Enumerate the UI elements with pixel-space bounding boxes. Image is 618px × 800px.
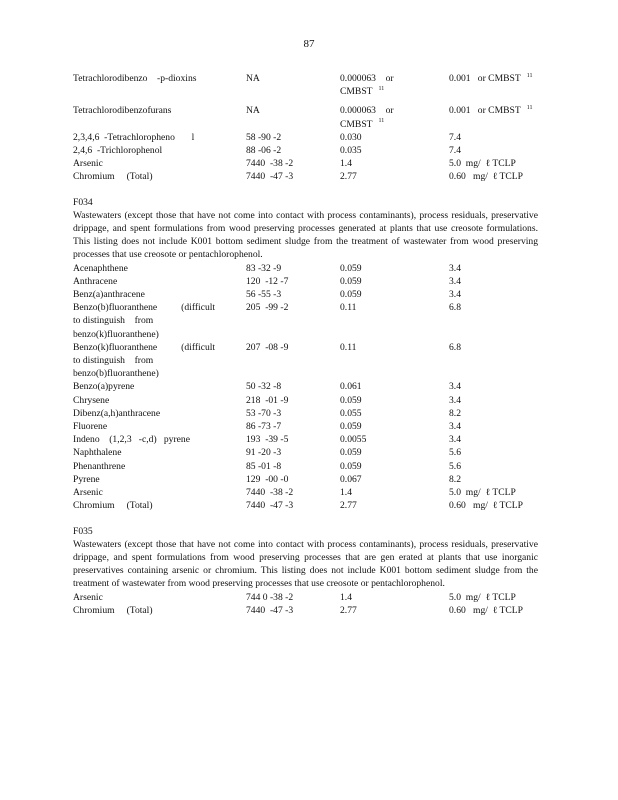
nonwastewater-value: 3.4 [449, 434, 461, 446]
table-row [73, 301, 543, 341]
cas-number: 7440 -47 -3 [246, 604, 294, 616]
constituent-name: 2,4,6 -Trichlorophenol [73, 145, 163, 157]
document-body [73, 72, 543, 617]
waste-code: F034 [73, 196, 93, 208]
table-row [73, 104, 543, 130]
table-row [73, 275, 543, 288]
table-row [73, 131, 543, 144]
cas-number: 193 -39 -5 [246, 434, 289, 446]
nonwastewater-value: 7.4 [449, 145, 461, 157]
constituent-name: Naphthalene [73, 447, 122, 459]
table-row [73, 446, 543, 459]
section-continuation [73, 72, 543, 184]
table-row [73, 604, 543, 617]
constituent-name: Chromium (Total) [73, 604, 153, 616]
footnote-ref: 11 [526, 105, 533, 112]
constituent-name: Chrysene [73, 394, 110, 406]
nonwastewater-value: 5.0 mg/ ℓ TCLP [449, 591, 516, 603]
wastewater-value: 0.059 [340, 275, 362, 287]
table-row [73, 473, 543, 486]
cas-number: NA [246, 105, 260, 117]
nonwastewater-value: 3.4 [449, 275, 461, 287]
wastewater-value: 0.059 [340, 421, 362, 433]
constituent-name: Arsenic [73, 487, 103, 499]
cas-number: 129 -00 -0 [246, 473, 289, 485]
wastewater-value: 1.4 [340, 158, 352, 170]
cas-number: 85 -01 -8 [246, 460, 282, 472]
nonwastewater-value: 3.4 [449, 394, 461, 406]
wastewater-value: 0.000063 or [340, 73, 394, 84]
nonwastewater-value: 5.0 mg/ ℓ TCLP [449, 487, 516, 499]
wastewater-value-cont: CMBST [340, 118, 373, 130]
wastewater-value-cont: CMBST [340, 86, 373, 98]
wastewater-value: 0.067 [340, 473, 362, 485]
table-row [73, 486, 543, 499]
constituent-name: Arsenic [73, 591, 103, 603]
wastewater-standard [340, 72, 449, 98]
wastewater-value: 0.059 [340, 460, 362, 472]
table-row [73, 262, 543, 275]
wastewater-value: 0.11 [340, 341, 357, 353]
table-row [73, 157, 543, 170]
nonwastewater-value: 0.001 or CMBST [449, 73, 521, 84]
wastewater-value: 0.030 [340, 131, 362, 143]
constituent-name: Tetrachlorodibenzo -p-dioxins [73, 73, 197, 84]
wastewater-value: 0.055 [340, 407, 362, 419]
cas-number: 744 0 -38 -2 [246, 591, 294, 603]
wastewater-value: 2.77 [340, 604, 357, 616]
table-row [73, 433, 543, 446]
wastewater-value: 0.000063 or [340, 105, 394, 117]
table-row [73, 591, 543, 604]
table-row [73, 499, 543, 512]
page-number: 87 [303, 38, 315, 50]
wastewater-value: 0.061 [340, 381, 362, 393]
wastewater-value: 0.059 [340, 447, 362, 459]
nonwastewater-value: 3.4 [449, 262, 461, 274]
cas-number: 218 -01 -9 [246, 394, 289, 406]
waste-description: Wastewaters (except those that have not come into contact with process contaminants), process residuals, preservative drippage, and spent formulations from wood preserving processes generated at plants that use creosote formulations. This listing does not include K001 bottom sediment sludge from the treatment of wastewater from wood preserving processes that use creosote or pentachlorophenol. [73, 209, 538, 261]
table-row [73, 394, 543, 407]
nonwastewater-value: 6.8 [449, 302, 461, 314]
constituent-name: Indeno (1,2,3 -c,d) pyrene [73, 434, 190, 446]
section-f034 [73, 196, 543, 513]
nonwastewater-value: 3.4 [449, 289, 461, 301]
section-f035 [73, 525, 543, 617]
nonwastewater-standard [449, 72, 539, 85]
constituent-name: Pyrene [73, 473, 100, 485]
nonwastewater-value: 5.0 mg/ ℓ TCLP [449, 158, 516, 170]
table-row [73, 72, 543, 98]
cas-number: 91 -20 -3 [246, 447, 282, 459]
constituent-name: Benz(a)anthracene [73, 289, 145, 301]
nonwastewater-value: 6.8 [449, 341, 461, 353]
constituent-name: Chromium (Total) [73, 500, 153, 512]
constituent-name: Benzo(k)fluoranthene (difficult to distinguish from benzo(b)fluoranthene) [73, 341, 216, 380]
footnote-ref: 11 [526, 72, 533, 79]
table-row [73, 460, 543, 473]
table-row [73, 288, 543, 301]
wastewater-value: 0.059 [340, 394, 362, 406]
cas-number: 207 -08 -9 [246, 341, 289, 353]
cas-number: 88 -06 -2 [246, 145, 282, 157]
constituent-name: Acenaphthene [73, 262, 128, 274]
nonwastewater-value: 5.6 [449, 460, 461, 472]
nonwastewater-value: 3.4 [449, 421, 461, 433]
constituent-name: Anthracene [73, 275, 118, 287]
wastewater-value: 1.4 [340, 591, 352, 603]
table-row [73, 407, 543, 420]
constituent-name: Tetrachlorodibenzofurans [73, 105, 172, 117]
cas-number: 50 -32 -8 [246, 381, 282, 393]
nonwastewater-value: 0.60 mg/ ℓ TCLP [449, 604, 523, 616]
constituent-name: Benzo(a)pyrene [73, 381, 135, 393]
constituent-name: Dibenz(a,h)anthracene [73, 407, 161, 419]
nonwastewater-value: 7.4 [449, 131, 461, 143]
wastewater-value: 2.77 [340, 171, 357, 183]
cas-number: 205 -99 -2 [246, 302, 289, 314]
cas-number: 7440 -47 -3 [246, 171, 294, 183]
cas-number: 7440 -47 -3 [246, 500, 294, 512]
table-row [73, 341, 543, 381]
cas-number: 7440 -38 -2 [246, 487, 294, 499]
constituent-name: Chromium (Total) [73, 171, 153, 183]
cas-number: 58 -90 -2 [246, 131, 282, 143]
nonwastewater-value: 0.001 or CMBST [449, 105, 521, 117]
table-row [73, 380, 543, 393]
wastewater-value: 0.11 [340, 302, 357, 314]
nonwastewater-value: 5.6 [449, 447, 461, 459]
table-row [73, 144, 543, 157]
cas-number: NA [246, 73, 260, 84]
nonwastewater-value: 8.2 [449, 473, 461, 485]
constituent-name: 2,3,4,6 -Tetrachloropheno l [73, 131, 195, 143]
nonwastewater-value: 8.2 [449, 407, 461, 419]
constituent-name: Benzo(b)fluoranthene (difficult to distinguish from benzo(k)fluoranthene) [73, 302, 216, 340]
wastewater-value: 2.77 [340, 500, 357, 512]
table-row [73, 170, 543, 183]
footnote-ref: 11 [378, 118, 385, 125]
cas-number: 83 -32 -9 [246, 262, 282, 274]
constituent-name: Fluorene [73, 421, 108, 433]
wastewater-value: 1.4 [340, 487, 352, 499]
cas-number: 86 -73 -7 [246, 421, 282, 433]
constituent-name: Phenanthrene [73, 460, 126, 472]
nonwastewater-value: 0.60 mg/ ℓ TCLP [449, 171, 523, 183]
nonwastewater-standard [449, 104, 539, 117]
wastewater-value: 0.059 [340, 289, 362, 301]
wastewater-value: 0.0055 [340, 434, 367, 446]
footnote-ref: 11 [378, 86, 385, 93]
waste-description: Wastewaters (except those that have not come into contact with process contaminants), process residuals, preservative drippage, and spent formulations from wood preserving processes that are gen erated at plants that use inorganic preservatives containing arsenic or chromium. This listing does not include K001 bottom sediment sludge from the treatment of wastewater from wood preserving processes that use creosote or pentachlorophenol. [73, 538, 538, 590]
cas-number: 56 -55 -3 [246, 289, 282, 301]
constituent-name: Arsenic [73, 158, 103, 170]
nonwastewater-value: 3.4 [449, 381, 461, 393]
wastewater-value: 0.059 [340, 262, 362, 274]
wastewater-value: 0.035 [340, 145, 362, 157]
wastewater-standard [340, 104, 449, 130]
cas-number: 120 -12 -7 [246, 275, 289, 287]
waste-code: F035 [73, 525, 93, 537]
table-row [73, 420, 543, 433]
nonwastewater-value: 0.60 mg/ ℓ TCLP [449, 500, 523, 512]
cas-number: 7440 -38 -2 [246, 158, 294, 170]
cas-number: 53 -70 -3 [246, 407, 282, 419]
